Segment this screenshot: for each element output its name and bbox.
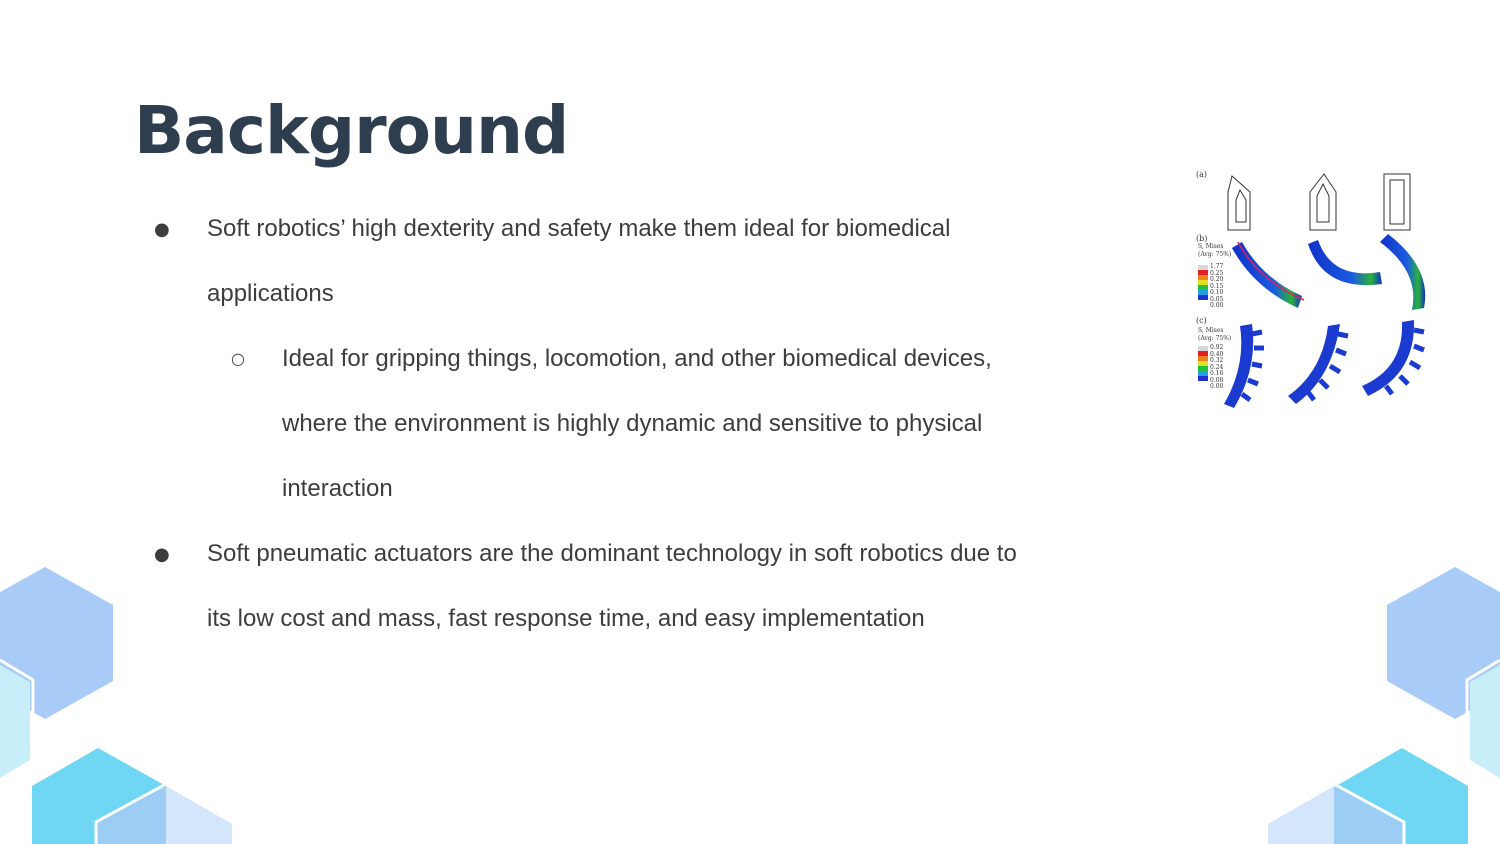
legend-c-value: 0.40 [1210,350,1224,358]
bent-actuator-b1 [1232,242,1302,308]
legend-b-value: 0.00 [1210,302,1224,309]
legend-b-title: S, Mises [1198,243,1224,250]
legend-c-subtitle: (Avg: 75%) [1198,335,1232,342]
hexagon-right-pale [1470,665,1500,778]
legend-b-colorbar [1198,265,1208,300]
sub-bullet-line-3: interaction [282,475,393,502]
slide-title: Background [134,92,569,169]
legend-c-values [1210,345,1223,391]
legend-c-title: S, Mises [1198,327,1224,334]
legend-b-value: 0.10 [1210,289,1224,296]
bent-actuator-b3 [1380,234,1425,310]
legend-c-value: 0.92 [1210,344,1224,351]
sub-bullet-line-2: where the environment is highly dynamic and sensitive to physical [282,410,983,437]
legend-c-value: 0.08 [1210,376,1224,384]
legend-c-value: 0.24 [1210,363,1224,371]
legend-c-value: 0.32 [1210,357,1224,364]
bullet-2-line-1: Soft pneumatic actuators are the dominant technology in soft robotics due to [207,540,1017,567]
sub-bullet-marker: ○ [231,349,245,368]
hexagon-left-pale [0,665,30,778]
legend-c-value: 0.16 [1210,370,1224,377]
sub-bullet-line-1: Ideal for gripping things, locomotion, and other biomedical devices, [282,345,992,372]
legend-b-value: 0.15 [1210,282,1224,290]
bent-actuator-b2 [1308,240,1382,285]
actuator-simulation-figure [1192,168,1444,416]
legend-b-value: 0.25 [1210,269,1224,277]
legend-b-value: 0.05 [1210,295,1224,303]
panel-label-a: (a) [1196,170,1208,179]
legend-c-value: 0.00 [1210,383,1224,390]
bullet-1-line-1: Soft robotics’ high dexterity and safety make them ideal for biomedical [207,215,951,242]
bullet-2-line-2: its low cost and mass, fast response time, and easy implementation [207,605,925,632]
legend-b-values [1210,264,1223,310]
legend-b-value: 1.77 [1210,263,1224,270]
legend-b-value: 0.20 [1210,276,1224,283]
actuator-shapes-drawing [1192,168,1444,416]
cross-section-outlines [1228,174,1410,230]
bullet-marker: ● [154,219,170,240]
legend-b-subtitle: (Avg: 75%) [1198,251,1232,258]
bent-actuator-c2 [1288,324,1340,404]
panel-label-c: (c) [1196,316,1207,325]
legend-c-colorbar [1198,346,1208,381]
bullet-marker: ● [154,544,170,565]
bullet-1-line-2: applications [207,280,334,307]
panel-label-b: (b) [1196,234,1208,243]
